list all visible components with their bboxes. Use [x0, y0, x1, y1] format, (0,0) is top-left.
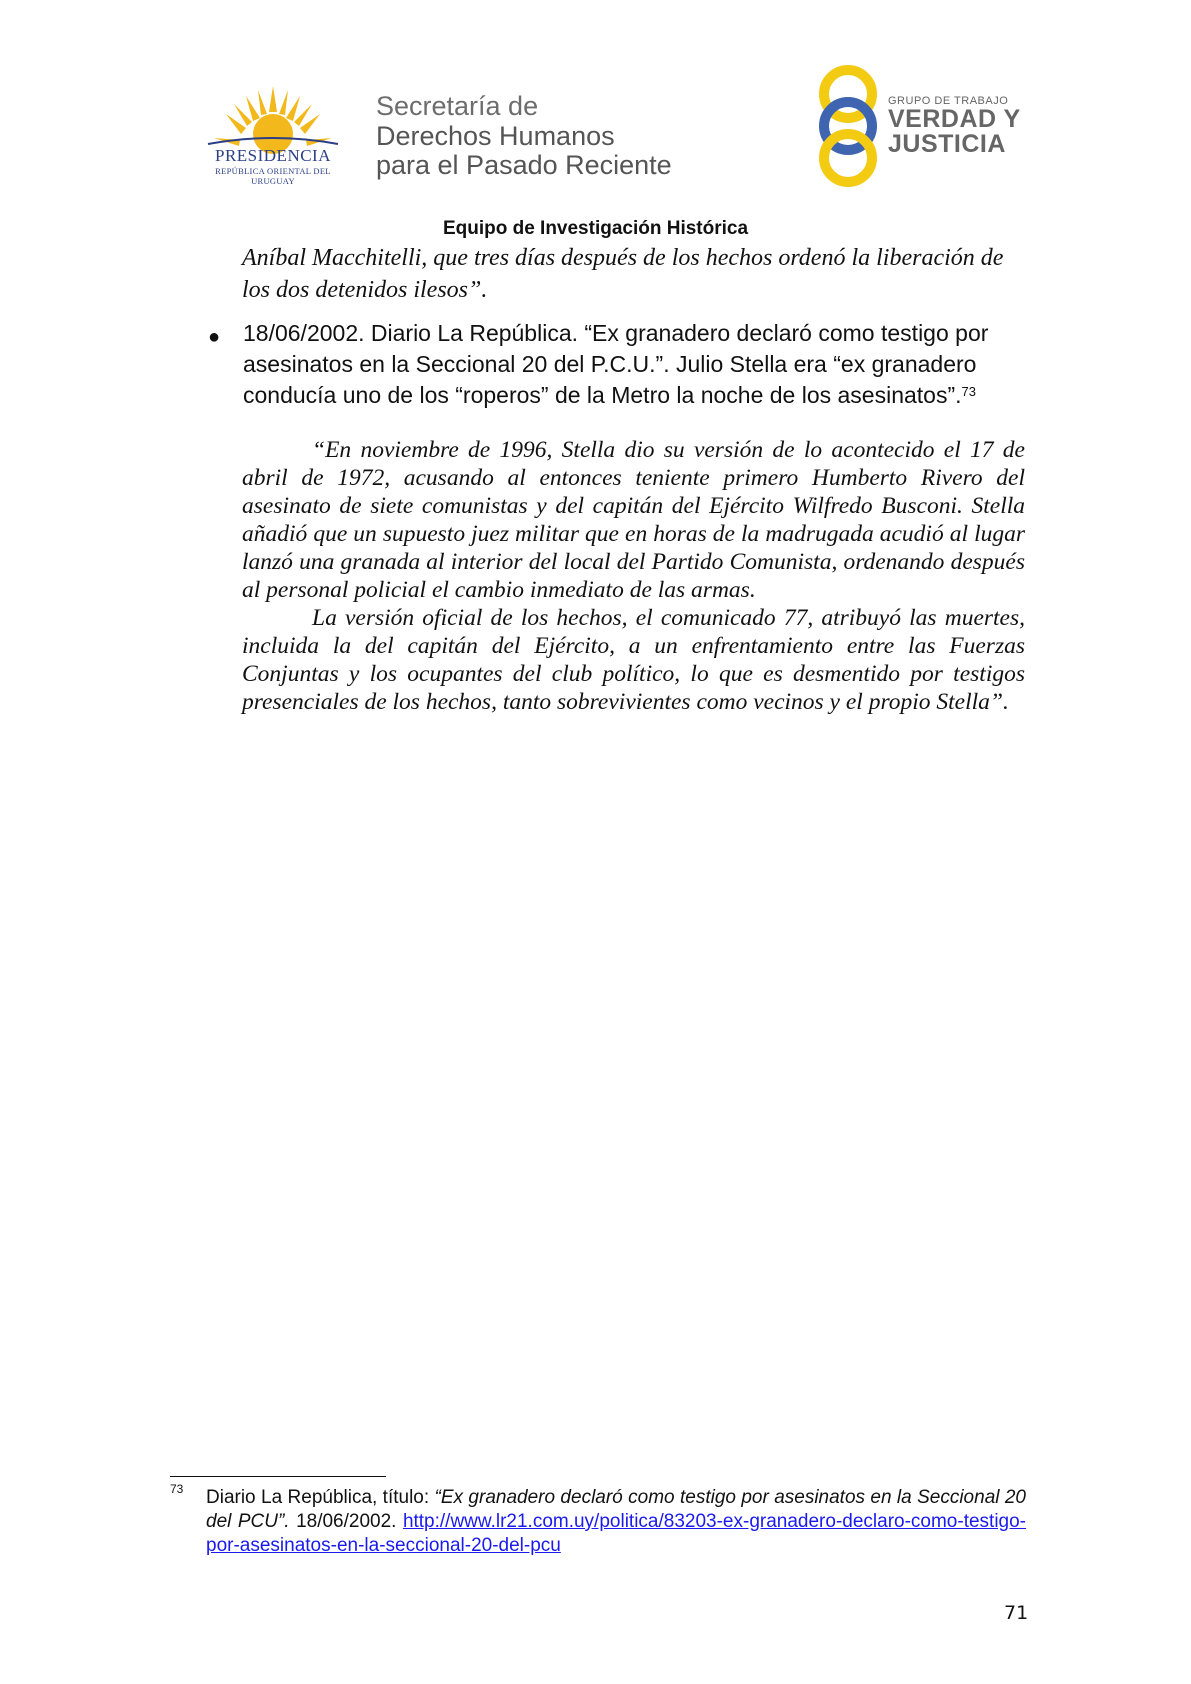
- bullet-icon: ●: [208, 326, 221, 348]
- footnote-text: [206, 1486, 1026, 1558]
- bullet-item-text: 18/06/2002. Diario La República. “Ex granadero declaró como testigo por asesinatos en la Seccional 20 del P.C.U.”. Julio Stella era “ex granadero conducía uno de los “roperos” de la Metro la noche de los asesinatos”.: [243, 320, 989, 408]
- continuation-paragraph: Aníbal Macchitelli, que tres días después de los hechos ordenó la liberación de los dos detenidos ilesos”.: [242, 245, 1004, 303]
- team-title: Equipo de Investigación Histórica: [442, 218, 749, 239]
- quote-paragraph-1: “En noviembre de 1996, Stella dio su versión de lo acontecido el 17 de abril de 1972, acusando al entonces teniente primero Humberto Rivero del asesinato de siete comunistas y del capitán del Ejército Wilfredo Busconi. Stella añadió que un supuesto juez militar que en horas de la madrugada acudió al lugar lanzó una granada al interior del local del Partido Comunista, ordenando después al personal policial el cambio inmediato de las armas.: [242, 437, 1025, 603]
- grupo-justicia-label: JUSTICIA: [888, 130, 1006, 158]
- block-quote: [242, 436, 1025, 716]
- secretaria-line-3: para el Pasado Reciente: [376, 150, 672, 181]
- footnote-separator: [170, 1476, 386, 1477]
- grupo-verdad-label: VERDAD Y: [888, 105, 1021, 133]
- grupo-trabajo-wordmark: [888, 95, 1021, 157]
- republica-wordmark: REPÚBLICA ORIENTAL DEL URUGUAY: [215, 166, 331, 186]
- secretaria-line-2: Derechos Humanos: [376, 120, 615, 151]
- presidencia-wordmark: PRESIDENCIA: [214, 146, 331, 165]
- quote-paragraph-2: La versión oficial de los hechos, el comunicado 77, atribuyó las muertes, incluida la del capitán del Ejército, a un enfrentamiento entre las Fuerzas Conjuntas y los ocupantes del club político, lo que es desmentido por testigos presenciales de los hechos, tanto sobrevivientes como vecinos y el propio Stella”.: [242, 605, 1025, 715]
- footnote-number: 73: [170, 1482, 184, 1496]
- secretaria-line-1: Secretaría de: [376, 91, 539, 121]
- footnote-reference[interactable]: 73: [961, 384, 976, 399]
- footnote-link[interactable]: http://www.lr21.com.uy/politica/83203-ex-granadero-declaro-como-testigo-por-asesinatos-en-la-seccional-20-del-pcu: [206, 1511, 1027, 1556]
- footnote-title: “Ex granadero declaró como testigo por asesinatos en la Seccional 20 del PCU”.: [206, 1487, 1026, 1532]
- secretaria-title: [376, 92, 672, 181]
- footnote-prefix: Diario La República, título:: [206, 1487, 435, 1508]
- bullet-item: [243, 318, 1028, 411]
- grupo-small-label: GRUPO DE TRABAJO: [888, 95, 1009, 107]
- footnote-date: 18/06/2002.: [289, 1511, 403, 1532]
- page-number: 71: [1004, 1602, 1029, 1624]
